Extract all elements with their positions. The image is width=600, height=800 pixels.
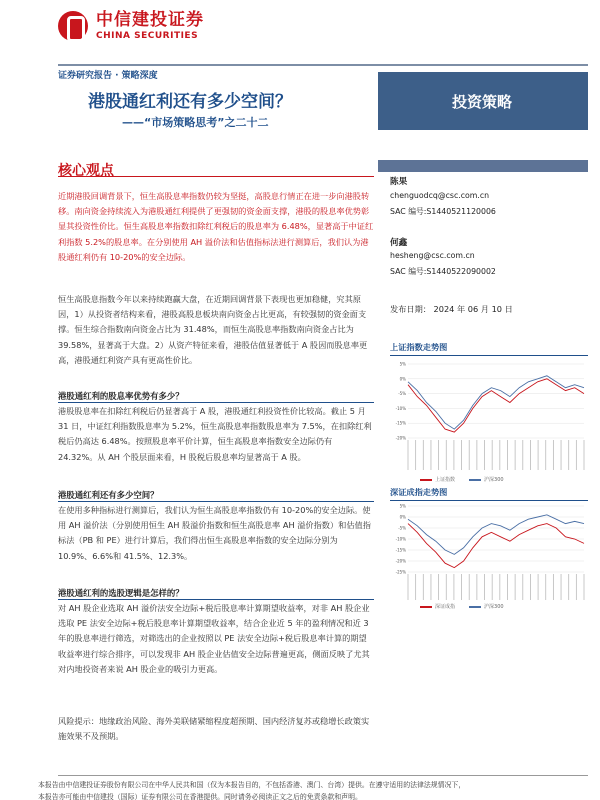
question-2: 港股通红利还有多少空间？ [58, 490, 159, 500]
x-tick-label [568, 440, 569, 470]
question-3-divider [58, 599, 374, 600]
x-tick-label [454, 440, 455, 470]
x-tick-label [576, 574, 577, 600]
x-tick-label [408, 440, 409, 470]
author-name-1: 陈果 [390, 177, 408, 187]
x-tick-label [515, 440, 516, 470]
x-tick-label [408, 574, 409, 600]
chart-1-legend [420, 476, 504, 483]
x-tick-label [545, 574, 546, 600]
question-3: 港股通红利的选股逻辑是怎样的？ [58, 588, 184, 598]
y-tick-label: 0% [399, 514, 406, 520]
x-tick-label [492, 440, 493, 470]
question-1-divider [58, 402, 374, 403]
report-title: 港股通红利还有多少空间？ [88, 92, 292, 112]
x-tick-label [423, 440, 424, 470]
x-tick-label [461, 440, 462, 470]
y-tick-label: -20% [395, 435, 406, 441]
highlight-paragraph: 近期港股回调背景下，恒生高股息率指数仍较为坚挺，高股息行情正在进一步向港股转移。南向资金持续流入为港股通红利提供了更强韧的资金面支撑，港股的股息率优势彰显其投资性价比。恒生高股息率指数扣除红利税后的股息率为 6.48%，显著高于中证红利指数 5.2%的股息率。在分别使用 AH 溢价法和估值指标法进行测算后，我们认为港股通红利仍有 10-20%的安全边际。 [58, 191, 374, 262]
y-tick-label: 5% [399, 503, 406, 509]
author-email-1: chenguodcq@csc.com.cn [390, 191, 490, 200]
series-line-2 [408, 376, 584, 429]
y-tick-label: 5% [399, 361, 406, 367]
chart-2-legend-item-2: 沪深300 [469, 603, 504, 610]
y-tick-label: -5% [398, 391, 406, 397]
x-tick-label [530, 440, 531, 470]
risk-note: 风险提示：地缘政治风险、海外美联储紧缩程度超预期、国内经济复苏或稳增长政策实施效果不及预期。 [58, 716, 370, 742]
author-sac-2: SAC 编号:S1440522090002 [390, 267, 496, 276]
chart-1-title: 上证指数走势图 [390, 342, 448, 352]
y-tick-label: -20% [395, 558, 406, 564]
x-tick-label [431, 574, 432, 600]
x-tick-label [431, 440, 432, 470]
x-tick-label [484, 574, 485, 600]
chart-1-legend-item-2: 沪深300 [469, 476, 504, 483]
company-logo [58, 10, 204, 42]
y-tick-label: -5% [398, 525, 406, 531]
y-tick-label: 0% [399, 376, 406, 382]
x-tick-label [538, 574, 539, 600]
x-tick-label [499, 440, 500, 470]
x-tick-label [499, 574, 500, 600]
x-tick-label [446, 574, 447, 600]
author-sac-1: SAC 编号:S1440521120006 [390, 207, 496, 216]
y-tick-label: -25% [395, 569, 406, 575]
x-tick-label [522, 574, 523, 600]
x-tick-label [530, 574, 531, 600]
sidebar-header-bar [378, 160, 588, 172]
series-line-1 [408, 379, 584, 432]
logo-cn: 中信建投证券 [96, 10, 204, 30]
author-email-2: hesheng@csc.com.cn [390, 251, 475, 260]
x-tick-label [561, 574, 562, 600]
x-tick-label [476, 574, 477, 600]
author-info-2 [390, 248, 496, 280]
x-tick-label [584, 440, 585, 470]
x-tick-label [507, 440, 508, 470]
x-tick-label [515, 574, 516, 600]
y-tick-label: -15% [395, 420, 406, 426]
x-tick-label [415, 440, 416, 470]
logo-icon [58, 11, 88, 41]
x-tick-label [484, 440, 485, 470]
author-name-2: 何鑫 [390, 238, 408, 248]
x-tick-label [438, 440, 439, 470]
chart-2-legend [420, 603, 504, 610]
report-subtitle: ——“市场策略思考”之二十二 [122, 116, 269, 129]
chart-1-legend-item-1: 上证指数 [420, 476, 455, 483]
x-tick-label [553, 574, 554, 600]
question-1: 港股通红利的股息率优势有多少？ [58, 391, 184, 401]
x-tick-label [446, 440, 447, 470]
section-title: 核心观点 [58, 163, 114, 179]
y-tick-label: -10% [395, 536, 406, 542]
x-tick-label [476, 440, 477, 470]
x-tick-label [454, 574, 455, 600]
publish-date: 发布日期： 2024 年 06 月 10 日 [390, 304, 513, 314]
category-label: 投资策略 [452, 93, 513, 111]
author-info-1 [390, 188, 496, 220]
x-tick-label [415, 574, 416, 600]
chart-1 [390, 358, 588, 478]
chart-2-title: 深证成指走势图 [390, 487, 448, 497]
x-tick-label [545, 440, 546, 470]
paragraph-4: 对 AH 股企业选取 AH 溢价法安全边际+税后股息率计算期望收益率，对非 AH 股企业选取 PE 法安全边际+税后股息率计算期望收益率，结合企业近 5 年的盈利情况和近 3 年的股息率进行筛选，对筛选出的企业按照以 PE 法安全边际+税后股息率计算的期望收益率进行综合排序，可以发现非 AH 股企业估值安全边际普遍更高，侧面反映了尤其对内地投资者来说 AH 股企业的吸引力更高。 [58, 603, 370, 674]
x-tick-label [553, 440, 554, 470]
question-2-divider [58, 501, 374, 502]
y-tick-label: -10% [395, 405, 406, 411]
x-tick-label [576, 440, 577, 470]
paragraph-1: 恒生高股息指数今年以来持续跑赢大盘，在近期回调背景下表现也更加稳健，究其原因，1）从投资者结构来看，港股高股息板块南向资金占比更高，有较强韧的资金面支撑。恒生综合指数南向资金占比为 31.48%，而恒生高股息率指数南向资金占比为 39.58%，显著高于大盘。2）从资产特征来看，港股估值显著低于 A 股因而股息率更高，港股通红利资产具有更高性价比。 [58, 294, 368, 365]
x-tick-label [561, 440, 562, 470]
x-tick-label [423, 574, 424, 600]
x-tick-label [469, 574, 470, 600]
report-tag: 证券研究报告 · 策略深度 [58, 71, 158, 81]
x-tick-label [469, 440, 470, 470]
x-tick-label [568, 574, 569, 600]
logo-en: CHINA SECURITIES [96, 31, 199, 41]
x-tick-label [461, 574, 462, 600]
chart-2 [390, 500, 588, 620]
chart-1-divider [390, 355, 588, 356]
x-tick-label [438, 574, 439, 600]
paragraph-2: 港股股息率在扣除红利税后仍显著高于 A 股，港股通红利投资性价比较高。截止 5 月 31 日，中证红利指数股息率为 5.2%，恒生高股息率指数股息率为 7.5%，在扣除红利税后仍高达 6.48%。按照股息率平价计算，恒生高股息率指数安全边际仍有 24.32%。从 AH 个股层面来看，H 股税后股息率均显著高于 A 股。 [58, 406, 372, 462]
y-tick-label: -15% [395, 547, 406, 553]
category-box [378, 72, 588, 130]
chart-2-legend-item-1: 深证成指 [420, 603, 455, 610]
footer-divider [58, 775, 588, 776]
section-divider [58, 176, 374, 177]
x-tick-label [522, 440, 523, 470]
x-tick-label [492, 574, 493, 600]
x-tick-label [507, 574, 508, 600]
x-tick-label [584, 574, 585, 600]
paragraph-3: 在使用多种指标进行测算后，我们认为恒生高股息率指数仍有 10-20%的安全边际。使用 AH 溢价法（分别使用恒生 AH 股溢价指数和恒生高股息率 AH 溢价指数）和估值指标法（PB 和 PE）进行计算后，我们得出恒生高股息率指数的安全边际分别为 10.9%、6.6%和 41.5%、12.3%。 [58, 505, 371, 561]
footer-disclaimer: 本报告由中信建投证券股份有限公司在中华人民共和国（仅为本报告目的，不包括香港、澳门、台湾）提供。在遵守适用的法律法规情况下， 本报告亦可能由中信建投（国际）证券有限公司在香港提供。同时请务必阅读正文之后的免责条款和声明。 [38, 781, 466, 800]
header-divider [58, 64, 588, 66]
x-tick-label [538, 440, 539, 470]
